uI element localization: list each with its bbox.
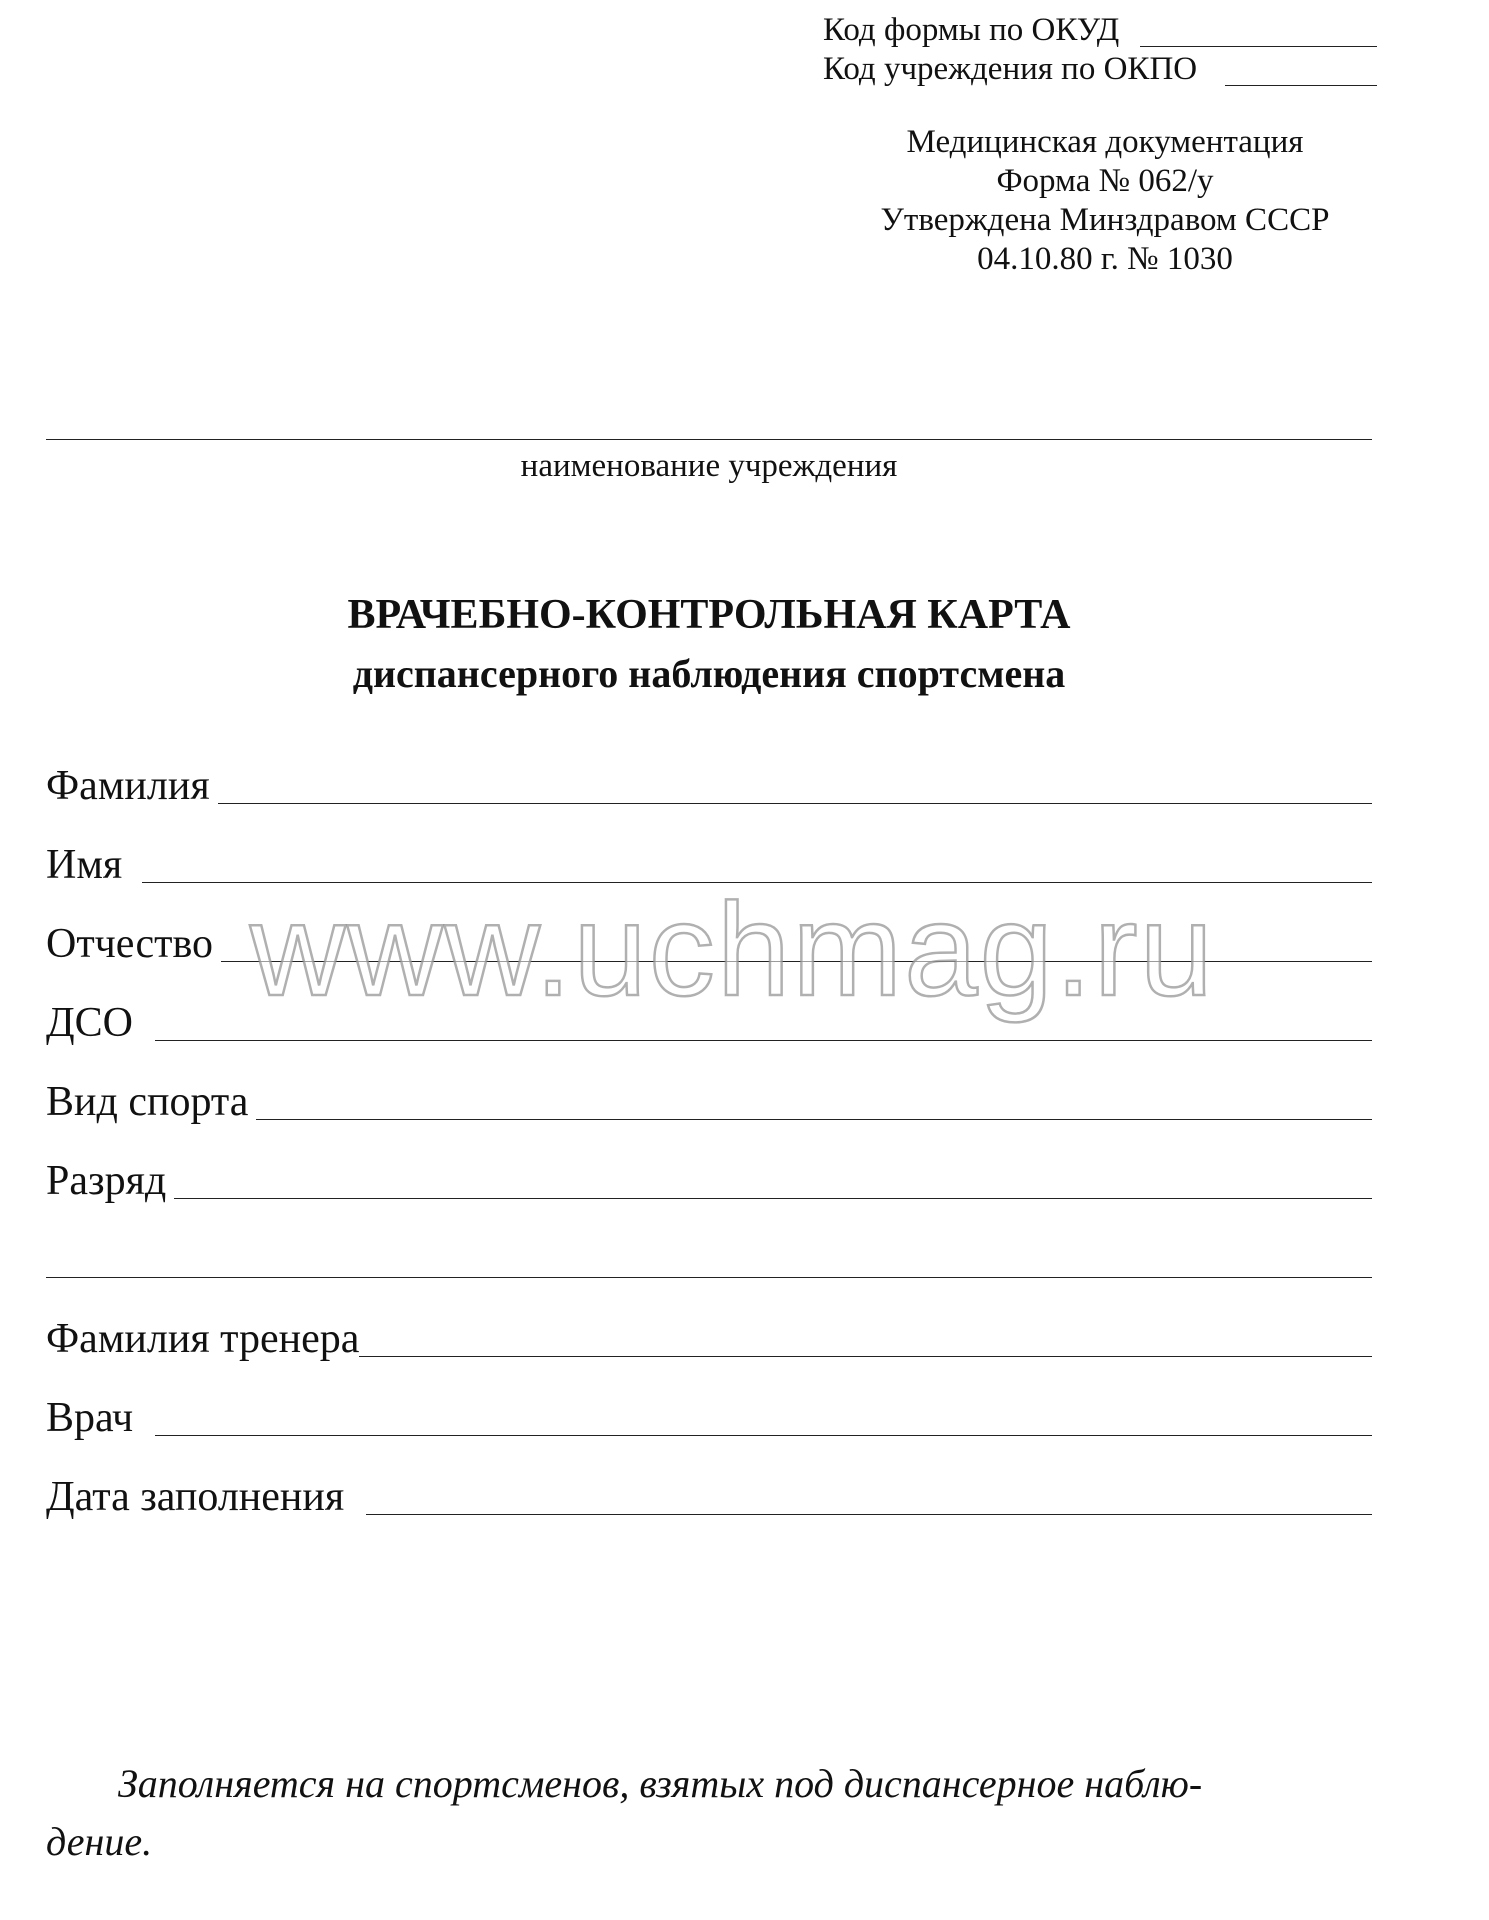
field-label: Разряд [46, 1158, 167, 1204]
dso-input-line[interactable] [155, 1040, 1372, 1041]
field-surname [46, 758, 1372, 810]
approval-line: Утверждена Минздравом СССР [880, 202, 1330, 238]
field-label: Врач [46, 1395, 134, 1441]
footer-note-line: Заполняется на спортсменов, взятых под диспансерное наблю- [118, 1761, 1203, 1806]
name-input-line[interactable] [142, 882, 1372, 883]
field-sport [46, 1074, 1372, 1126]
medical-doc-block [840, 123, 1370, 279]
field-dso [46, 995, 1372, 1047]
okud-code-field[interactable] [1140, 46, 1377, 47]
date-input-line[interactable] [366, 1514, 1372, 1515]
field-label: Дата заполнения [46, 1474, 345, 1520]
watermark: www.uchmag.ru [250, 876, 1216, 1023]
document-subtitle: диспансерного наблюдения спортсмена [352, 651, 1066, 696]
sport-input-line[interactable] [256, 1119, 1372, 1120]
footer-note-line: дение. [46, 1819, 153, 1864]
surname-input-line[interactable] [218, 803, 1372, 804]
medical-doc-line: Медицинская документация [906, 124, 1304, 160]
rank-input-line[interactable] [174, 1198, 1372, 1199]
institution-name-field[interactable] [46, 439, 1372, 440]
field-name [46, 837, 1372, 889]
doctor-input-line[interactable] [155, 1435, 1372, 1436]
institution-caption: наименование учреждения [520, 448, 898, 484]
okpo-code-field[interactable] [1225, 85, 1377, 86]
field-label: ДСО [46, 1000, 133, 1046]
footer-note [46, 1755, 1406, 1871]
field-rank [46, 1153, 1372, 1205]
field-doctor [46, 1390, 1372, 1442]
okud-label: Код формы по ОКУД [823, 12, 1120, 48]
field-label: Вид спорта [46, 1079, 249, 1125]
field-label: Фамилия [46, 763, 210, 809]
okpo-label: Код учреждения по ОКПО [823, 51, 1198, 87]
field-coach [46, 1311, 1372, 1363]
field-date [46, 1469, 1372, 1521]
extra-input-line[interactable] [46, 1277, 1372, 1278]
form-number: Форма № 062/у [996, 163, 1214, 199]
coach-input-line[interactable] [359, 1356, 1372, 1357]
document-title: ВРАЧЕБНО-КОНТРОЛЬНАЯ КАРТА [347, 592, 1071, 638]
field-label: Отчество [46, 921, 214, 967]
field-patronymic [46, 916, 1372, 968]
field-label: Имя [46, 842, 123, 888]
field-extra-line [46, 1232, 1372, 1284]
field-label: Фамилия тренера [46, 1316, 360, 1362]
patronymic-input-line[interactable] [221, 961, 1372, 962]
approval-date: 04.10.80 г. № 1030 [977, 241, 1233, 277]
